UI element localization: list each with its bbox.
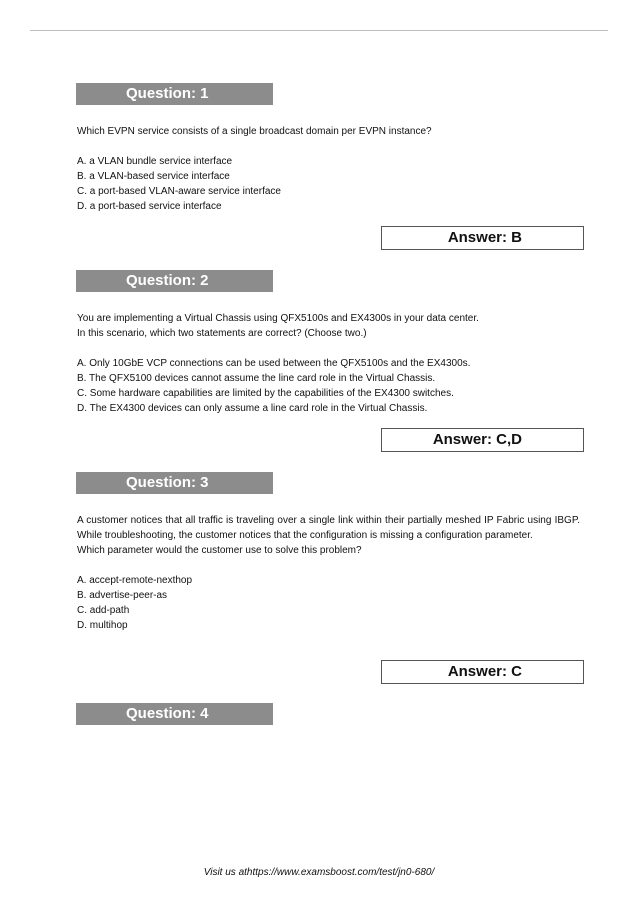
question-3-option-a: A. accept-remote-nexthop — [77, 575, 193, 586]
question-2-text-line-1: You are implementing a Virtual Chassis using QFX5100s and EX4300s in your data center. — [77, 313, 479, 324]
question-1-text: Which EVPN service consists of a single broadcast domain per EVPN instance? — [77, 126, 432, 137]
question-2-header: Question: 2 — [76, 270, 273, 292]
question-1-option-d: D. a port-based service interface — [77, 201, 222, 212]
question-3-question-line: Which parameter would the customer use to solve this problem? — [77, 545, 362, 556]
question-4-header: Question: 4 — [76, 703, 273, 725]
header-divider — [30, 30, 608, 31]
question-1-option-b: B. a VLAN-based service interface — [77, 171, 230, 182]
question-3-body — [77, 513, 580, 633]
question-3-header: Question: 3 — [76, 472, 273, 494]
question-2-text-line-2: In this scenario, which two statements are correct? (Choose two.) — [77, 328, 367, 339]
question-2-option-d: D. The EX4300 devices can only assume a line card role in the Virtual Chassis. — [77, 403, 428, 414]
footer-link-text[interactable]: Visit us athttps://www.examsboost.com/test/jn0-680/ — [203, 867, 435, 878]
question-2-option-a: A. Only 10GbE VCP connections can be used between the QFX5100s and the EX4300s. — [77, 358, 471, 369]
question-1-answer: Answer: B — [381, 226, 584, 250]
question-1-header: Question: 1 — [76, 83, 273, 105]
question-3-option-c: C. add-path — [77, 605, 130, 616]
question-3-option-b: B. advertise-peer-as — [77, 590, 168, 601]
question-2-body — [77, 311, 580, 416]
question-3-paragraph: A customer notices that all traffic is traveling over a single link within their partially meshed IP Fabric using IBGP. While troubleshooting, the customer notices that the configuration is missing a configuration parameter. — [77, 515, 580, 541]
question-3-answer: Answer: C — [381, 660, 584, 684]
question-2-option-c: C. Some hardware capabilities are limited by the capabilities of the EX4300 switches. — [77, 388, 454, 399]
question-2-option-b: B. The QFX5100 devices cannot assume the line card role in the Virtual Chassis. — [77, 373, 436, 384]
question-1-option-c: C. a port-based VLAN-aware service interface — [77, 186, 281, 197]
question-2-answer: Answer: C,D — [381, 428, 584, 452]
question-1-option-a: A. a VLAN bundle service interface — [77, 156, 233, 167]
question-3-option-d: D. multihop — [77, 620, 128, 631]
question-1-body — [77, 124, 580, 214]
